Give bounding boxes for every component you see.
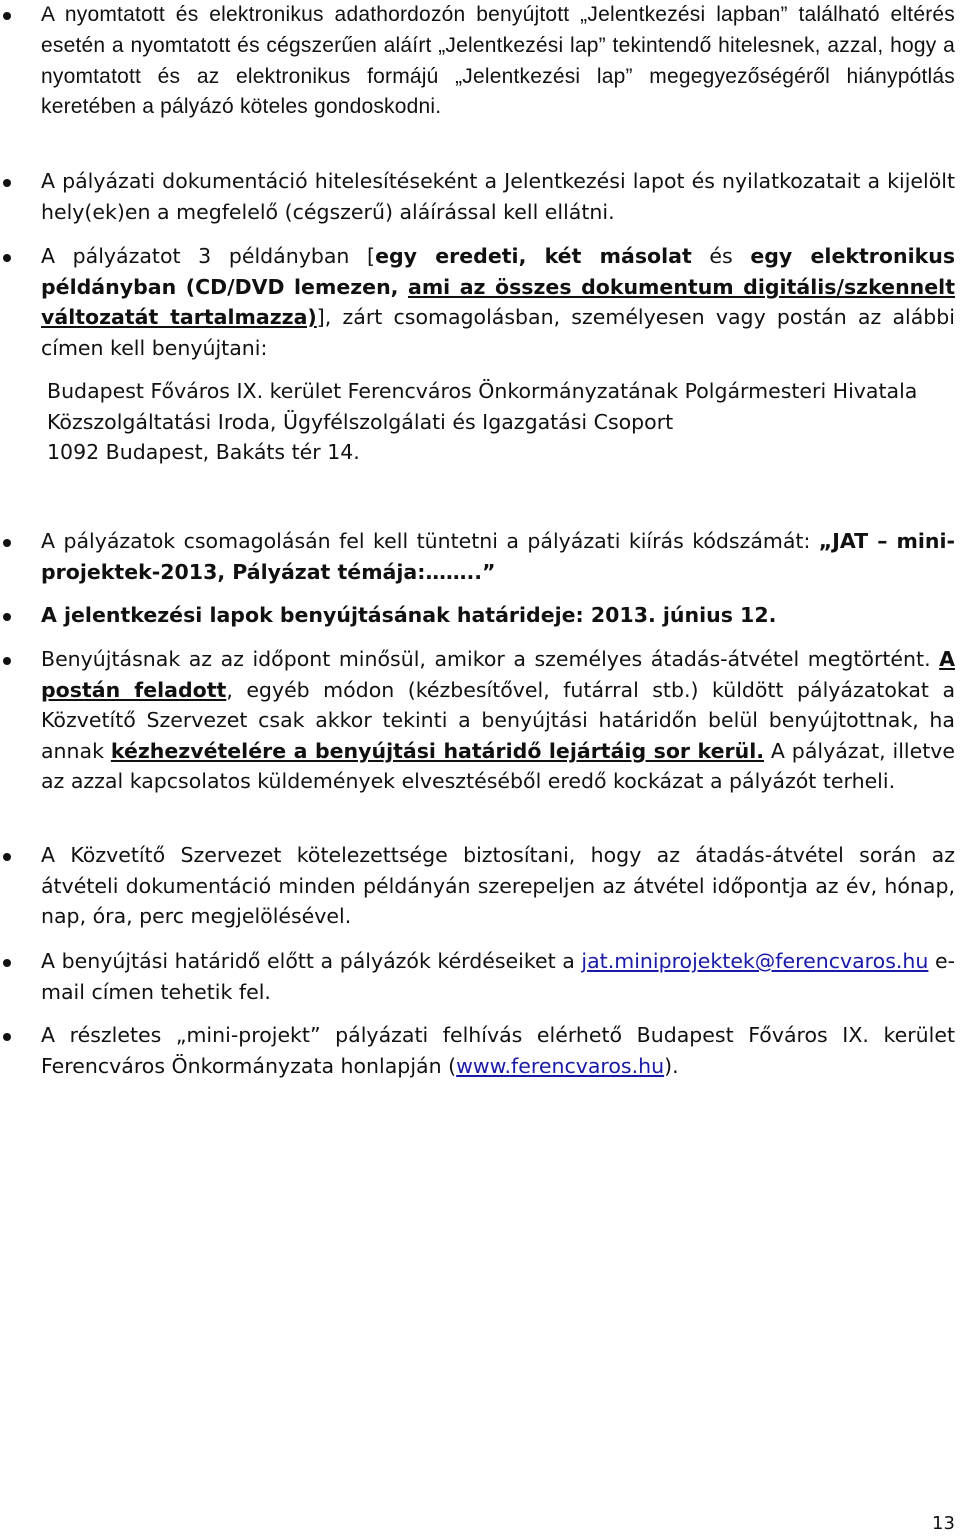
text-segment: A pályázatok csomagolásán fel kell tüntetni a pályázati kiírás kódszámát: [41, 529, 819, 553]
text-segment: egy eredeti, két másolat [375, 244, 692, 268]
bullet-icon [3, 254, 11, 262]
bullet-text [41, 644, 955, 797]
mailing-address [47, 376, 955, 468]
text-segment: A postán feladott [41, 647, 955, 702]
bullet-text [41, 600, 955, 631]
text-segment: ami az összes dokumentum digitális/szkennelt változatát tartalmazza) [41, 274, 956, 330]
text-segment: ], zárt csomagolásban, személyesen vagy postán az alábbi címen kell benyújtani: [41, 305, 955, 360]
address-line: 1092 Budapest, Bakáts tér 14. [47, 440, 360, 464]
bullet-icon [3, 179, 11, 187]
bullet-icon [3, 959, 11, 967]
text-segment: A pályázat, illetve az azzal kapcsolatos küldemények elvesztéséből eredő kockázat a pályázót terheli. [41, 738, 955, 794]
text-segment: egy elektronikus példányban (CD/DVD lemezen, [41, 244, 956, 299]
bullet-icon [3, 1033, 11, 1041]
text-segment: A jelentkezési lapok benyújtásának határideje: 2013. június 12. [41, 603, 777, 627]
text-segment: A nyomtatott és elektronikus adathordozón benyújtott „Jelentkezési lapban” található eltérés esetén a nyomtatott és cégszerűen aláírt „Jelentkezési lap” tekintendő hitelesnek, azzal, hogy a nyomtatott és az elektronikus formájú „Jelentkezési lap” megegyezőségéről hiánypótlás keretében a pályázó köteles gondoskodni. [41, 3, 955, 119]
bullet-icon [3, 12, 11, 20]
text-segment: A pályázati dokumentáció hitelesítéseként a Jelentkezési lapot és nyilatkozatait a kijelölt hely(ek)en a megfelelő (cégszerű) aláírással kell ellátni. [41, 169, 955, 224]
text-segment: A részletes „mini-projekt” pályázati felhívás elérhető Budapest Főváros IX. kerület Ferencváros Önkormányzata honlapján ( [41, 1023, 955, 1078]
text-segment: , egyéb módon (kézbesítővel, futárral stb.) küldött pályázatokat a Közvetítő Szervezet csak akkor tekinti a benyújtási határidőn belül benyújtottnak, ha annak [41, 677, 955, 763]
bullet-text [41, 1020, 955, 1081]
text-segment: ). [664, 1053, 679, 1078]
text-segment: A Közvetítő Szervezet kötelezettsége biztosítani, hogy az átadás-átvétel során az átvételi dokumentáció minden példányán szerepeljen az átvétel időpontja az év, hónap, nap, óra, perc megjelölésével. [41, 843, 955, 929]
bullet-icon [3, 613, 11, 621]
bullet-icon [3, 853, 11, 861]
page-number: 13 [932, 1513, 955, 1534]
link[interactable]: www.ferencvaros.hu [456, 1053, 665, 1078]
link[interactable]: jat.miniprojektek@ferencvaros.hu [581, 949, 929, 973]
text-segment: kézhezvételére a benyújtási határidő lejártáig sor kerül. [110, 738, 765, 763]
bullet-text [41, 166, 955, 227]
address-line: Budapest Főváros IX. kerület Ferencváros Önkormányzatának Polgármesteri Hivatala [47, 379, 918, 403]
text-segment: A pályázatot 3 példányban [ [41, 244, 376, 268]
bullet-text [41, 840, 955, 932]
bullet-text [41, 946, 955, 1007]
bullet-icon [3, 539, 11, 547]
text-segment: „JAT – mini-projektek-2013, Pályázat témája:……..” [41, 529, 956, 584]
text-segment: Benyújtásnak az az időpont minősül, amikor a személyes átadás-átvétel megtörtént. [41, 647, 940, 671]
bullet-text [41, 0, 955, 123]
bullet-text [41, 241, 955, 363]
address-line: Közszolgáltatási Iroda, Ügyfélszolgálati és Igazgatási Csoport [47, 409, 674, 434]
bullet-icon [3, 657, 11, 665]
text-segment: e-mail címen tehetik fel. [41, 949, 955, 1004]
text-segment: A benyújtási határidő előtt a pályázók kérdéseiket a [41, 949, 582, 973]
bullet-text [41, 526, 955, 587]
text-segment: és [691, 244, 751, 268]
